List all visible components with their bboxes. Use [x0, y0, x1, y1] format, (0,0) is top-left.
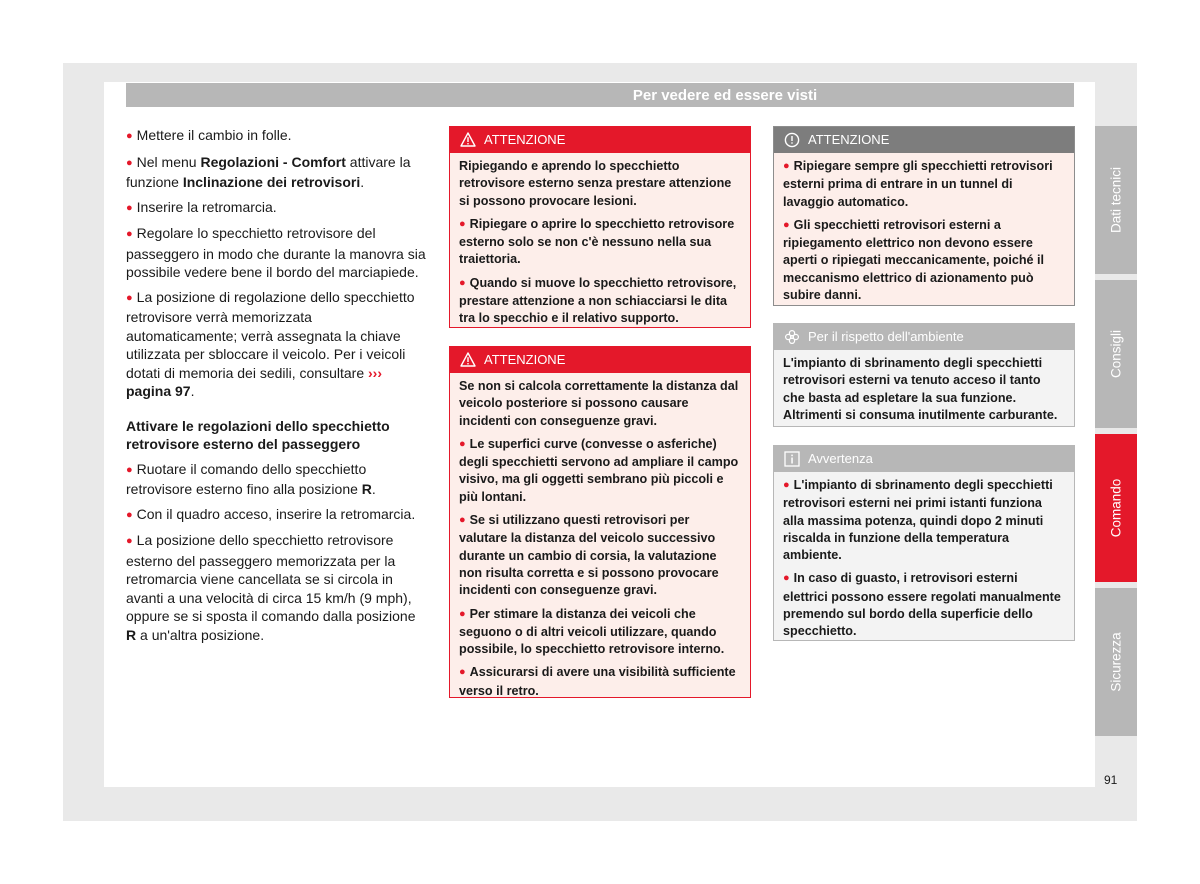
list-item: ● Ripiegare sempre gli specchietti retrovisori esterni prima di entrare in un tunnel di lavaggio automatico.	[783, 159, 1053, 209]
bullet-icon: ●	[126, 508, 133, 521]
warning-text: Ripiegando e aprendo lo specchietto retrovisore esterno senza prestare attenzione si possono provocare lesioni.	[459, 159, 732, 208]
environment-body	[774, 350, 1074, 430]
bullet-icon: ●	[783, 479, 790, 491]
list-item: ● Le superfici curve (convesse o asferiche) degli specchietti servono ad ampliare il campo visivo, ma gli oggetti sembrano più piccoli e più lontani.	[459, 436, 739, 504]
bullet-icon: ●	[459, 437, 466, 450]
advice-body	[774, 472, 1074, 647]
caution-box	[773, 126, 1075, 306]
environment-text: L'impianto di sbrinamento degli specchietti retrovisori esterni va tenuto acceso il tanto che basta ad espletare la sua funzione. Altrimenti si consuma inutilmente carburante.	[783, 356, 1058, 422]
bullet-icon: ●	[459, 217, 466, 230]
bullet-icon: ●	[126, 201, 133, 214]
section-title: Per vedere ed essere visti	[632, 87, 818, 104]
caution-header	[774, 127, 1074, 153]
list-item: ● Nel menu Regolazioni - Comfort attivare la funzione Inclinazione dei retrovisori.	[126, 153, 411, 190]
list-item: ● Inserire la retromarcia.	[126, 198, 277, 215]
warning-box	[449, 126, 751, 328]
bullet-icon: ●	[126, 291, 133, 304]
page-number: 91	[1104, 773, 1118, 787]
bullet-icon: ●	[459, 666, 466, 679]
list-item: ● Mettere il cambio in folle.	[126, 127, 292, 143]
warning-header	[450, 127, 750, 153]
advice-header	[774, 446, 1074, 472]
bullet-icon: ●	[459, 607, 466, 620]
list-item: ● In caso di guasto, i retrovisori esterni elettrici possono essere regolati manualmente premendo sul bordo della superficie dello specchietto.	[783, 571, 1061, 639]
list-item: ● Ripiegare o aprire lo specchietto retrovisore esterno solo se non c'è nessuno nella sua traiettoria.	[459, 216, 735, 267]
list-item: ● Assicurarsi di avere una visibilità sufficiente verso il retro.	[459, 665, 736, 698]
list-item: ● Con il quadro acceso, inserire la retromarcia.	[126, 505, 416, 522]
subheading: Attivare le regolazioni dello specchietto retrovisore esterno del passeggero	[126, 417, 390, 452]
warning-title: ATTENZIONE	[484, 352, 566, 367]
warning-text: Se non si calcola correttamente la distanza dal veicolo posteriore si possono causare incidenti con conseguenze gravi.	[459, 379, 739, 428]
warning-box	[449, 346, 751, 698]
list-item: ● Quando si muove lo specchietto retrovisore, prestare attenzione a non schiacciarsi le dita tra lo specchio e il relativo supporto.	[459, 275, 737, 326]
page-reference-link[interactable]: ››› pagina 97	[126, 364, 383, 399]
advice-box	[773, 445, 1075, 641]
list-item: ● La posizione dello specchietto retrovisore esterno del passeggero memorizzata per la retromarcia viene cancellata se si circola in avanti a una velocità di circa 15 km/h (9 mph), oppure se si sposta il comando dalla posizione R a un'altra posizione.	[126, 532, 416, 643]
list-item: ● Ruotare il comando dello specchietto retrovisore esterno fino alla posizione R.	[126, 460, 376, 497]
caution-circle-icon	[784, 132, 800, 148]
section-header	[126, 83, 1074, 107]
bullet-icon: ●	[126, 535, 133, 547]
warning-header	[450, 347, 750, 373]
tab-consigli[interactable]: Consigli	[1095, 280, 1137, 428]
warning-triangle-icon	[460, 132, 476, 148]
list-item: ● Se si utilizzano questi retrovisori per valutare la distanza del veicolo successivo durante un cambio di corsia, la valutazione non risulta corretta e si possono provocare incidenti con conseguenze gravi.	[459, 513, 719, 598]
environment-header	[774, 324, 1074, 350]
bullet-icon: ●	[783, 160, 790, 172]
bullet-icon: ●	[459, 514, 466, 527]
list-item: ● La posizione di regolazione dello specchietto retrovisore verrà memorizzata automaticamente; verrà assegnata la chiave utilizzata per sbloccare il veicolo. Per i veicoli dotati di memoria dei sedili, consultare ››› pagina 97.	[126, 288, 415, 399]
environment-title: Per il rispetto dell'ambiente	[808, 329, 964, 344]
bullet-icon: ●	[126, 156, 133, 169]
environment-box	[773, 323, 1075, 427]
bullet-icon: ●	[783, 572, 790, 585]
info-icon	[784, 451, 800, 467]
list-item: ● L'impianto di sbrinamento degli specchietti retrovisori esterni nei primi istanti funziona alla massima potenza, quindi dopo 2 minuti riscalda in funzione della temperatura ambiente.	[783, 478, 1053, 563]
warning-body	[450, 373, 750, 706]
tab-dati-tecnici[interactable]: Dati tecnici	[1095, 126, 1137, 274]
advice-title: Avvertenza	[808, 451, 873, 466]
tab-comando[interactable]: Comando	[1095, 434, 1137, 582]
warning-title: ATTENZIONE	[484, 132, 566, 147]
main-text-column	[126, 126, 426, 650]
flower-icon	[784, 329, 800, 345]
bullet-icon: ●	[126, 463, 133, 476]
bullet-icon: ●	[126, 228, 133, 240]
tab-sicurezza[interactable]: Sicurezza	[1095, 588, 1137, 736]
bullet-icon: ●	[783, 218, 790, 231]
list-item: ● Regolare lo specchietto retrovisore del passeggero in modo che durante la manovra sia possibile vedere bene il bordo del marciapiede.	[126, 225, 426, 280]
bullet-icon: ●	[459, 276, 466, 289]
warning-triangle-icon	[460, 352, 476, 368]
bullet-icon: ●	[126, 130, 133, 142]
list-item: ● Per stimare la distanza dei veicoli che seguono o di altri veicoli utilizzare, quando possibile, lo specchietto retrovisore interno.	[459, 606, 725, 657]
warning-body	[450, 153, 750, 334]
list-item: ● Gli specchietti retrovisori esterni a ripiegamento elettrico non devono essere aperti o ripiegati meccanicamente, poiché il meccanismo elettrico di azionamento può subire danni.	[783, 217, 1045, 303]
caution-body	[774, 153, 1074, 310]
caution-title: ATTENZIONE	[808, 132, 890, 147]
